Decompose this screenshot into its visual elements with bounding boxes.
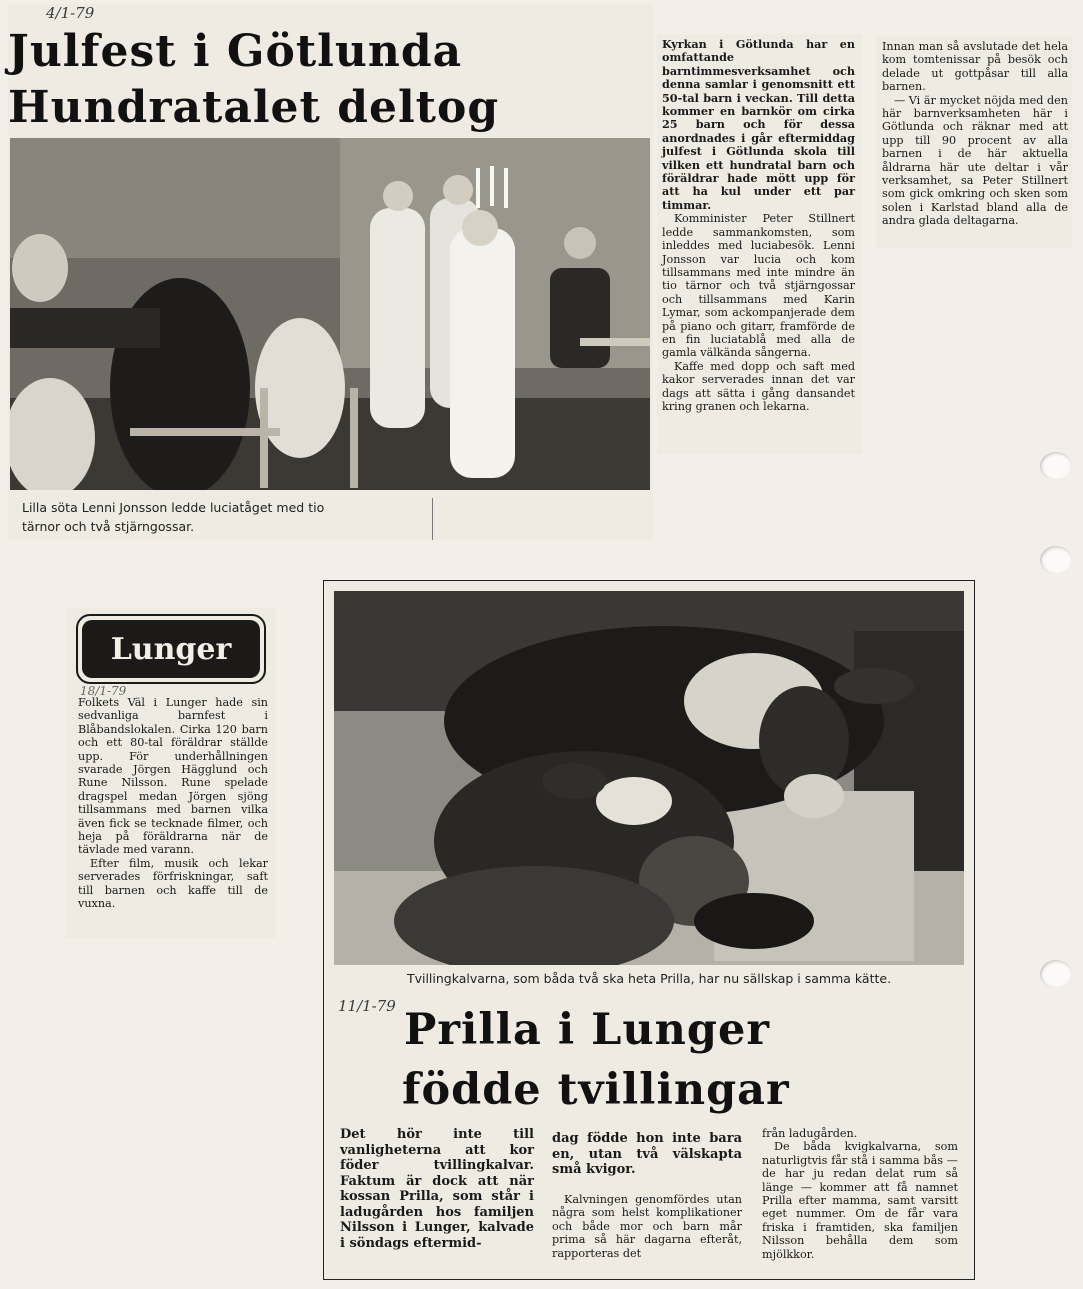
binder-hole [1040,960,1072,988]
clipping-julfest [8,4,653,540]
photo-tvillingkalvar-image [334,591,964,965]
date-note: 11/1-79 [338,997,396,1015]
julfest-column-1-body [662,38,855,413]
prilla-column-2a: dag födde hon inte bara en, utan två välskapta små kvigor. [552,1131,742,1177]
clipping-prilla [323,580,975,1280]
date-note: 18/1-79 [80,684,127,698]
photo-luciatag-image [10,138,650,490]
headline-line-2: födde tvillingar [402,1065,790,1115]
paragraph: Kaffe med dopp och saft med kakor serverades innan det var dags att sätta i gång dansandet kring granen och lekarna. [662,359,855,413]
caption-line-1: Lilla söta Lenni Jonsson ledde luciatåget med tio [22,500,325,515]
binder-hole [1040,452,1072,480]
prilla-column-1: Det hör inte till vanligheterna att kor föder tvillingkalvar. Faktum är dock att när kossan Prilla, som står i ladugården hos familjen Nilsson i Lunger, kalvade i söndags eftermid- [340,1127,534,1251]
date-note: 4/1-79 [46,4,95,22]
caption-line-2: tärnor och två stjärngossar. [22,519,195,534]
paragraph: — Vi är mycket nöjda med den här barnverksamheten här i Götlunda och räknar med att upp till 90 procent av alla barnen i de här aktuella åldrarna här ute deltar i vår verksamhet, sa Peter Stillnert som gick omkring och sken som solen i Karlstad bland alla de andra glada deltagarna. [882,93,1068,228]
photo-tvillingkalvar [334,591,964,965]
binder-hole [1040,546,1072,574]
photo-caption: Tvillingkalvarna, som båda två ska heta Prilla, har nu sällskap i samma kätte. [406,971,892,986]
photo-caption [22,498,324,536]
headline-line-1: Prilla i Lunger [404,1005,770,1055]
lunger-badge [76,614,266,684]
paragraph: Komminister Peter Stillnert ledde sammankomsten, som inleddes med luciabesök. Lenni Jonsson var lucia och kom tillsammans med inte mindre än tio tärnor och två stjärngossar och tillsammans med Karin Lymar, som ackompanjerade dem på piano och gitarr, framförde de en fin luciatablå med alla de gamla välkända sångerna. [662,212,855,360]
julfest-column-2-body [882,40,1068,228]
paragraph: Folkets Väl i Lunger hade sin sedvanliga barnfest i Blåbandslokalen. Cirka 120 barn och ett 80-tal föräldrar ställde upp. För underhållningen svarade Jörgen Hägglund och Rune Nilsson. Rune spelade dragspel medan Jörgen sjöng tillsammans med barnen vilka även fick se tecknade filmer, och heja på föräldrarna när de tävlade med varann. [78,696,268,857]
photo-luciatag [10,138,650,490]
prilla-column-3 [762,1127,958,1261]
prilla-column-2b: Kalvningen genomfördes utan några som helst komplikationer och både mor och barn mår prima så här dagarna efteråt, rapporteras det [552,1193,742,1260]
column-rule [432,498,433,540]
paragraph: Efter film, musik och lekar serverades förfriskningar, saft till barnen och kaffe till de vuxna. [78,856,268,911]
clipping-lunger-barnfest [66,608,276,938]
paragraph: från ladugården. [762,1127,858,1140]
paragraph: Kyrkan i Götlunda har en omfattande barntimmesverksamhet och denna samlar i genomsnitt ett 50-tal barn i veckan. Till detta kommer en barnkör om cirka 25 barn och för dessa anordnades i går eftermiddag julfest i Götlunda skola till vilken ett hundratal barn och föräldrar hade mött upp för att ha kul under ett par timmar. [662,37,855,212]
headline-line-1: Julfest i Götlunda [8,26,463,77]
paragraph: Innan man så avslutade det hela kom tomtenissar på besök och delade ut gottpåsar till alla barnen. [882,40,1068,94]
lunger-barnfest-body [78,696,268,911]
headline-line-2: Hundratalet deltog [8,82,500,133]
julfest-text-column-1 [657,34,862,454]
lunger-badge-label: Lunger [110,631,232,667]
julfest-text-column-2 [876,36,1072,248]
paragraph: De båda kvigkalvarna, som naturligtvis får stå i samma bås — de har ju redan delat rum så länge — kommer att få namnet Prilla efter mamma, samt varsitt eget nummer. Om de får vara friska i framtiden, ska familjen Nilsson behålla dem som mjölkkor. [762,1140,958,1261]
